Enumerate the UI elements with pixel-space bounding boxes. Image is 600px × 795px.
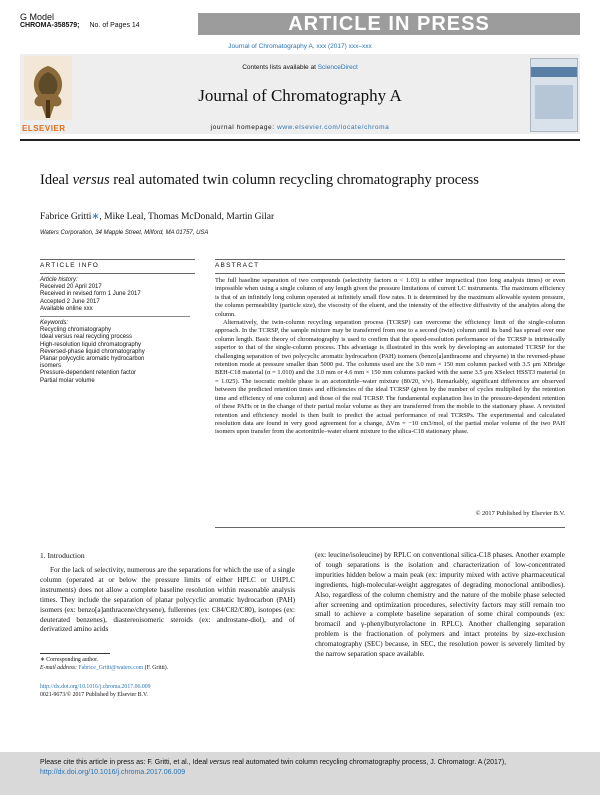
abstract-paragraph-1: The full baseline separation of two compounds (selectivity factors α < 1.03) is either impractical (too long analysis times) or even impossible when using a single column of any length given the pressure limitations of current LC instruments. The maximum efficiency is that of an infinitely long column operated at infinitely small flow rates. It is determined by the maximum allowable system pressure, the column permeability (particle size), the viscosity of the eluent, and the intensity of the effective diffusivity of the analytes along the column. <box>215 277 565 318</box>
cite-text-italic: versus <box>209 759 231 766</box>
intro-paragraph-2: (ex: leucine/isoleucine) by RPLC on conventional silica-C18 phases. Another example of tough separations is the isolation and characterization of low-concentrated impurities hidden below a main peak (ex: impurity mixed with active pharmaceutical ingredients, high-molecular-weight aggregates of degrading monoclonal antibodies). Also, regardless of the column chemistry and the nature of the mobile phase selected after screening and optimization procedures, selectivity factors may still remain too small to achieve a complete baseline separation of some chiral compounds (ex: bromacil and γ-phenylbutyrolactone in RPLC). Another challenging separation problem is the fractionation of polymers and intact proteins by size-exclusion chromatography (SEC) because, in SEC, the resolution power is severely limited by the narrow separation space available. <box>315 551 565 659</box>
abstract-rule-2 <box>215 273 565 274</box>
abstract-paragraph-2: Alternatively, the twin-column recycling separation process (TCRSP) can overcome the efficiency limit of the single-column approach. In the TCRSP, the sample mixture may be transferred from one to a second (twin) column until its band has spread over one column length. Basic theory of chromatography is used to confirm that the speed-resolution performance of the TCRSP is intrinsically superior to that of the single-column process. This advantage is illustrated in this work by developing an automated TCRSP for the challenging separation of two polycyclic aromatic hydrocarbon (PAH) isomers (benzo[a]anthracene and chrysene) in the reversed-phase retention mode at pressure smaller than 5000 psi. The columns used are the 3.0 mm × 150 mm column packed with 3.5 μm XBridge BEH-C18 material (α = 1.010) and the 3.0 mm or 4.6 mm × 150 mm columns packed with the same 3.5 μm XSelect HSST3 material (α = 1.025). The isocratic mobile phase is an acetonitrile–water mixture (80/20, v/v). Remarkably, significant differences are observed between the predicted retention times and efficiencies of the ideal TCRSP (given by the number of cycles multiplied by the retention time and efficiency of one column) and those of the real TCRSP. The fundamental explanation lies in the pressure-dependent retention of these PAHs or in the change of their partial molar volume as they are transferred from the mobile to the stationary phase. A revisited retention and efficiency model is then built to predict the actual performance of real TCRSPs. The experimental and calculated resolution data are found in very good agreement for a change, ΔVm = −10 cm3/mol, of the partial molar volume of the two PAH isomers upon transfer from the acetonitrile–water eluent mixture to the silica-C18 stationary phase. <box>215 319 565 436</box>
keyword-item: Planar polycyclic aromatic hydrocarbon <box>40 356 145 363</box>
footnote-rule <box>40 653 110 654</box>
history-item: Available online xxx <box>40 305 93 312</box>
manuscript-info <box>20 12 140 30</box>
intro-paragraph-1: For the lack of selectivity, numerous are the separations for which the use of a single column (operated at or below the pressure limits of either HPLC or UHPLC instruments) does not allow a complete baseline resolution within reasonable analysis times. They include the separation of planar polycyclic aromatic hydrocarbon (PAH) isomers (ex: benzo[a]anthracene/chrysene), fullerenes (ex: C84/C82/C80), isotopes (ex: deuterated benzenes), diastereoisomeric steroids (ex: androstane-diol), and of derivatized amino acids <box>40 566 295 634</box>
issn-line: 0021-9673/© 2017 Published by Elsevier B.V. <box>40 691 148 698</box>
page-count: No. of Pages 14 <box>89 22 140 29</box>
article-info <box>40 277 190 385</box>
journal-cover-thumbnail <box>530 58 578 132</box>
keywords-label: Keywords: <box>40 320 69 327</box>
abstract-heading: ABSTRACT <box>215 262 260 269</box>
introduction-heading: 1. Introduction <box>40 551 85 560</box>
intro-right-column <box>315 551 565 660</box>
doi-link[interactable]: http://dx.doi.org/10.1016/j.chroma.2017.06.009 <box>40 684 151 691</box>
cite-doi-link[interactable]: http://dx.doi.org/10.1016/j.chroma.2017.06.009 <box>40 768 186 776</box>
footnotes <box>40 657 295 699</box>
article-info-heading: ARTICLE INFO <box>40 262 100 269</box>
cite-text-c: real automated twin column recycling chromatography process, J. Chromatogr. A (2017), <box>230 759 507 766</box>
history-item: Received in revised form 1 June 2017 <box>40 291 141 298</box>
abstract-body <box>215 277 565 437</box>
email-link[interactable]: Fabrice_Gritti@waters.com <box>78 664 144 671</box>
intro-left-column <box>40 566 295 635</box>
contents-line <box>80 64 520 71</box>
keyword-item: Ideal versus real recycling process <box>40 334 133 341</box>
title-part-2: real automated twin column recycling chromatography process <box>109 172 479 188</box>
sciencedirect-link[interactable]: ScienceDirect <box>317 64 358 71</box>
corresponding-mark[interactable]: ∗ <box>91 212 100 222</box>
journal-citation-link[interactable]: Journal of Chromatography A, xxx (2017) xxx–xxx <box>228 43 372 50</box>
contents-prefix: Contents lists available at <box>242 64 318 71</box>
keyword-item: High-resolution liquid chromatography <box>40 341 142 348</box>
homepage-link[interactable]: www.elsevier.com/locate/chroma <box>277 124 390 131</box>
history-label: Article history: <box>40 277 78 283</box>
keyword-item: isomers <box>40 363 62 370</box>
article-info-rule-2 <box>40 273 195 274</box>
elsevier-tree-logo-icon <box>24 56 72 128</box>
please-cite-text <box>40 758 568 777</box>
abstract-bottom-rule <box>215 527 565 528</box>
journal-title: Journal of Chromatography A <box>198 86 402 105</box>
cite-text-a: Please cite this article in press as: F. Gritti, et al., Ideal <box>40 759 210 766</box>
header-rule <box>20 139 580 141</box>
manuscript-code: CHROMA-358579; <box>20 22 80 29</box>
keyword-item: Partial molar volume <box>40 377 95 384</box>
author-list <box>40 211 274 222</box>
history-item: Received 20 April 2017 <box>40 284 102 291</box>
info-divider <box>40 316 190 317</box>
title-part-1: Ideal <box>40 172 73 188</box>
history-item: Accepted 2 June 2017 <box>40 298 100 305</box>
title-italic: versus <box>72 172 110 188</box>
publisher-name: ELSEVIER <box>22 124 66 133</box>
article-info-rule <box>40 259 195 260</box>
gmodel-label: G Model <box>20 12 55 22</box>
keyword-item: Pressure-dependent retention factor <box>40 370 137 377</box>
affiliation: Waters Corporation, 34 Mapple Street, Milford, MA 01757, USA <box>40 230 209 236</box>
email-label: E-mail address: <box>40 664 79 671</box>
article-in-press-banner: ARTICLE IN PRESS <box>198 13 580 35</box>
copyright: © 2017 Published by Elsevier B.V. <box>475 510 565 517</box>
homepage-line <box>80 124 520 131</box>
keyword-item: Recycling chromatography <box>40 327 112 334</box>
other-authors: , Mike Leal, Thomas McDonald, Martin Gilar <box>99 212 275 222</box>
homepage-prefix: journal homepage: <box>210 124 278 131</box>
paper-title <box>40 172 560 189</box>
corresponding-note: ∗ Corresponding author. <box>40 657 99 663</box>
keyword-item: Reversed-phase liquid chromatography <box>40 348 145 355</box>
email-suffix: (F. Gritti). <box>143 664 169 671</box>
abstract-rule <box>215 259 565 260</box>
first-author: Fabrice Gritti <box>40 212 92 222</box>
